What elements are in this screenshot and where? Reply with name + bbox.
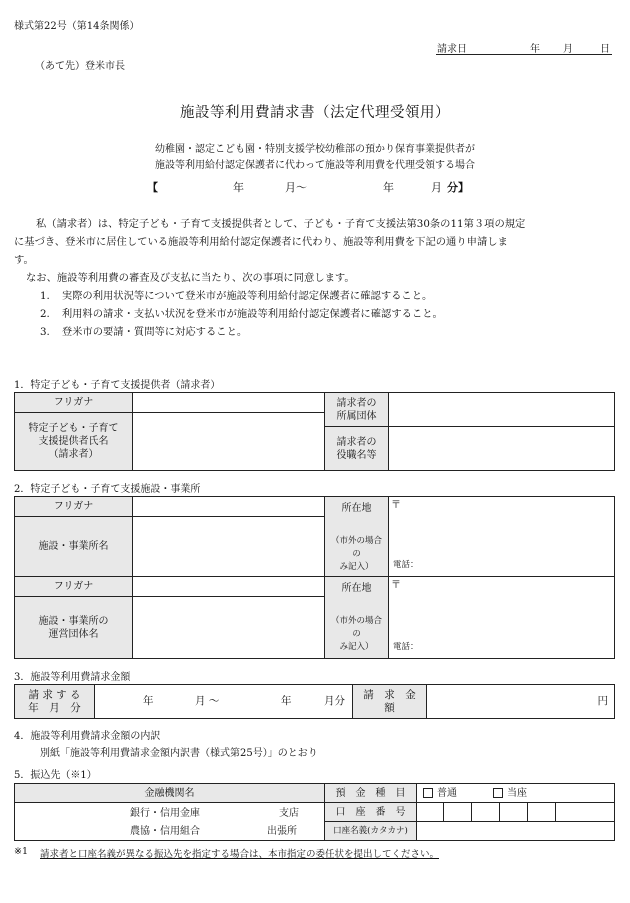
provider-table (14, 392, 615, 471)
claim-period-label: 請 求 す る 年 月 分 (15, 685, 95, 719)
account-digit-3[interactable] (472, 803, 500, 822)
footnote-mark: ※1 (14, 846, 29, 857)
bank-name-label: 金融機関名 (15, 784, 325, 803)
facility-name-field[interactable] (133, 517, 325, 577)
amount-table (14, 684, 615, 719)
account-digit-5[interactable] (528, 803, 556, 822)
provider-org-field[interactable] (389, 393, 615, 427)
facility-name-label: 施設・事業所名 (15, 517, 133, 577)
account-number-label: 口 座 番 号 (325, 803, 417, 822)
facility-furigana-label: フリガナ (15, 497, 133, 517)
section-3-heading: 3．施設等利用費請求金額 (14, 672, 131, 683)
provider-furigana-field[interactable] (133, 393, 325, 413)
account-digit-2[interactable] (444, 803, 472, 822)
subtitle-line-1: 幼稚園・認定こども園・特別支援学校幼稚部の預かり保育事業提供者が (155, 144, 475, 155)
claim-amount-label: 請 求 金 額 (353, 685, 427, 719)
facility-address-label: 所在地 （市外の場合の み記入） (325, 497, 389, 577)
facility-furigana-field[interactable] (133, 497, 325, 517)
body-line-2: に基づき、登米市に居住している施設等利用給付認定保護者に代わり、施設等利用費を下記の通り申請しま (14, 236, 508, 248)
account-digit-1[interactable] (417, 803, 444, 822)
body-line-4: なお、施設等利用費の審査及び支払に当たり、次の事項に同意します。 (26, 272, 355, 284)
period-year-1: 年 (233, 181, 244, 194)
provider-post-field[interactable] (389, 427, 615, 471)
operator-name-label: 施設・事業所の 運営団体名 (15, 597, 133, 659)
claim-period-field[interactable]: 年 月 〜 年 月分 (95, 685, 353, 719)
deposit-type-options (417, 784, 615, 803)
period-close: 分】 (447, 181, 469, 194)
deposit-type-label: 預 金 種 目 (325, 784, 417, 803)
period-open: 【 (147, 181, 158, 194)
account-holder-field[interactable] (417, 822, 615, 841)
footnote-text: 請求者と口座名義が異なる振込先を指定する場合は、本市指定の委任状を提出してください。 (40, 849, 440, 860)
consent-item: 3. 登米市の要請・質問等に対応すること。 (40, 326, 248, 338)
ordinary-checkbox[interactable] (423, 788, 433, 798)
operator-furigana-field[interactable] (133, 577, 325, 597)
operator-address-field[interactable]: 〒 電話： (389, 577, 615, 659)
consent-item: 1. 実際の利用状況等について登米市が施設等利用給付認定保護者に確認すること。 (40, 290, 433, 302)
form-number: 様式第22号（第14条関係） (14, 21, 140, 32)
current-checkbox[interactable] (493, 788, 503, 798)
page-title: 施設等利用費請求書（法定代理受領用） (180, 105, 450, 121)
facility-address-field[interactable]: 〒 電話： (389, 497, 615, 577)
operator-name-field[interactable] (133, 597, 325, 659)
body-line-3: す。 (14, 254, 34, 266)
request-date-month: 月 (563, 44, 573, 55)
period-month-1: 月〜 (285, 181, 307, 194)
section-5-heading: 5．振込先（※1） (14, 770, 97, 781)
section-4-heading: 4．施設等利用費請求金額の内訳 (14, 731, 161, 742)
provider-name-label: 特定子ども・子育て 支援提供者氏名 （請求者） (15, 413, 133, 471)
section-2-heading: 2．特定子ども・子育て支援施設・事業所 (14, 484, 201, 495)
provider-furigana-label: フリガナ (15, 393, 133, 413)
request-date-underline (436, 54, 612, 55)
request-date-year: 年 (530, 44, 540, 55)
request-date-label: 請求日 (437, 44, 467, 55)
request-date-day: 日 (600, 44, 610, 55)
provider-org-label: 請求者の 所属団体 (325, 393, 389, 427)
consent-item: 2. 利用料の請求・支払い状況を登米市が施設等利用給付認定保護者に確認すること。 (40, 308, 443, 320)
account-digit-4[interactable] (500, 803, 528, 822)
operator-furigana-label: フリガナ (15, 577, 133, 597)
subtitle-line-2: 施設等利用給付認定保護者に代わって施設等利用費を代理受領する場合 (155, 160, 475, 171)
body-line-1: 私（請求者）は、特定子ども・子育て支援提供者として、子ども・子育て支援法第30条の11第３項の規定 (36, 218, 526, 230)
current-option[interactable]: 当座 (493, 788, 527, 799)
operator-address-label: 所在地 （市外の場合の み記入） (325, 577, 389, 659)
addressee: （あて先）登米市長 (35, 61, 125, 72)
ordinary-option[interactable]: 普通 (423, 787, 493, 800)
period-year-2: 年 (383, 181, 394, 194)
body-paragraph (14, 215, 618, 341)
facility-table (14, 496, 615, 659)
bank-name-field[interactable]: 銀行・信用金庫 支店 農協・信用組合 出張所 (15, 803, 325, 841)
claim-amount-field[interactable]: 円 (427, 685, 615, 719)
bank-table (14, 783, 615, 841)
period-month-2: 月 (431, 181, 442, 194)
account-digit-6-7[interactable] (556, 803, 615, 822)
section-1-heading: 1．特定子ども・子育て支援提供者（請求者） (14, 380, 221, 391)
breakdown-reference: 別紙「施設等利用費請求金額内訳書（様式第25号）」のとおり (40, 748, 318, 759)
provider-post-label: 請求者の 役職名等 (325, 427, 389, 471)
provider-name-field[interactable] (133, 413, 325, 471)
account-holder-label: 口座名義(カタカナ) (325, 822, 417, 841)
